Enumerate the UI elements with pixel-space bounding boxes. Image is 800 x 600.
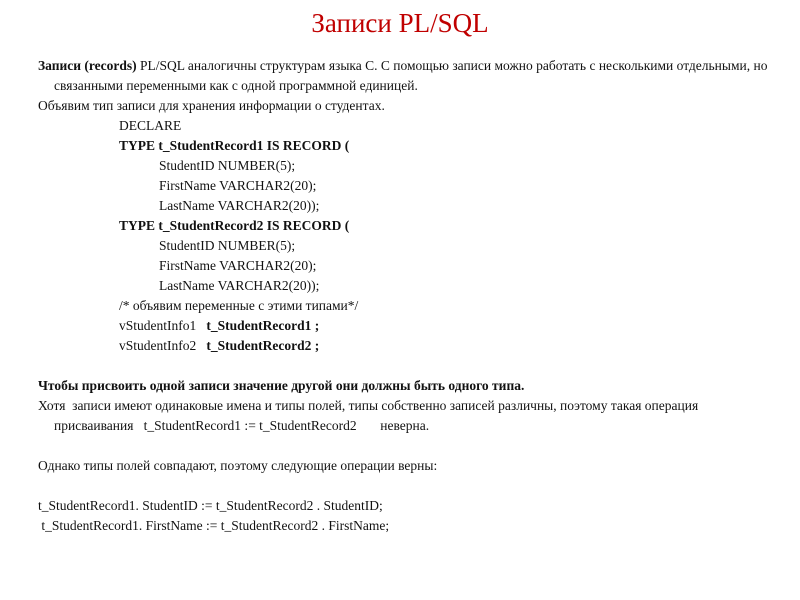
code-var1-name: vStudentInfo1 — [119, 318, 207, 333]
intro-term: Записи (records) — [38, 58, 137, 73]
code-var2-type: t_StudentRecord2 ; — [206, 338, 320, 353]
assignment-1: t_StudentRecord1. StudentID := t_StudentRecord2 . StudentID; — [38, 498, 383, 513]
intro-text: PL/SQL аналогичны структурам языка C. С помощью записи можно работать с несколькими отдельными, но связанными переменными как с одной программной единицей. — [54, 58, 768, 93]
code-declare: DECLARE — [119, 118, 182, 133]
slide-body — [38, 56, 778, 536]
spacer — [38, 356, 778, 376]
rule-statement: Чтобы присвоить одной записи значение другой они должны быть одного типа. — [38, 378, 525, 393]
code-type2-field2: FirstName VARCHAR2(20); — [159, 258, 317, 273]
code-type2-field3: LastName VARCHAR2(20)); — [159, 278, 320, 293]
code-type2: TYPE t_StudentRecord2 IS RECORD ( — [119, 218, 350, 233]
fields-note: Однако типы полей совпадают, поэтому следующие операции верны: — [38, 458, 438, 473]
spacer — [38, 476, 778, 496]
intro-paragraph — [38, 56, 778, 96]
code-type1: TYPE t_StudentRecord1 IS RECORD ( — [119, 138, 350, 153]
spacer — [38, 436, 778, 456]
code-var2 — [38, 336, 778, 356]
code-var1 — [38, 316, 778, 336]
slide-title: Записи PL/SQL — [311, 8, 489, 38]
rule-explanation: Хотя записи имеют одинаковые имена и типы полей, типы собственно записей различны, поэтому такая операция присваивания t_StudentRecord1 := t_StudentRecord2 неверна. — [38, 398, 702, 433]
declare-intro: Объявим тип записи для хранения информации о студентах. — [38, 98, 385, 113]
code-var1-type: t_StudentRecord1 ; — [206, 318, 320, 333]
code-var2-name: vStudentInfo2 — [119, 338, 207, 353]
assignment-2: t_StudentRecord1. FirstName := t_StudentRecord2 . FirstName; — [38, 518, 390, 533]
code-comment: /* объявим переменные с этими типами*/ — [119, 298, 359, 313]
code-type2-field1: StudentID NUMBER(5); — [159, 238, 296, 253]
code-type1-field1: StudentID NUMBER(5); — [159, 158, 296, 173]
code-type1-field3: LastName VARCHAR2(20)); — [159, 198, 320, 213]
code-type1-field2: FirstName VARCHAR2(20); — [159, 178, 317, 193]
